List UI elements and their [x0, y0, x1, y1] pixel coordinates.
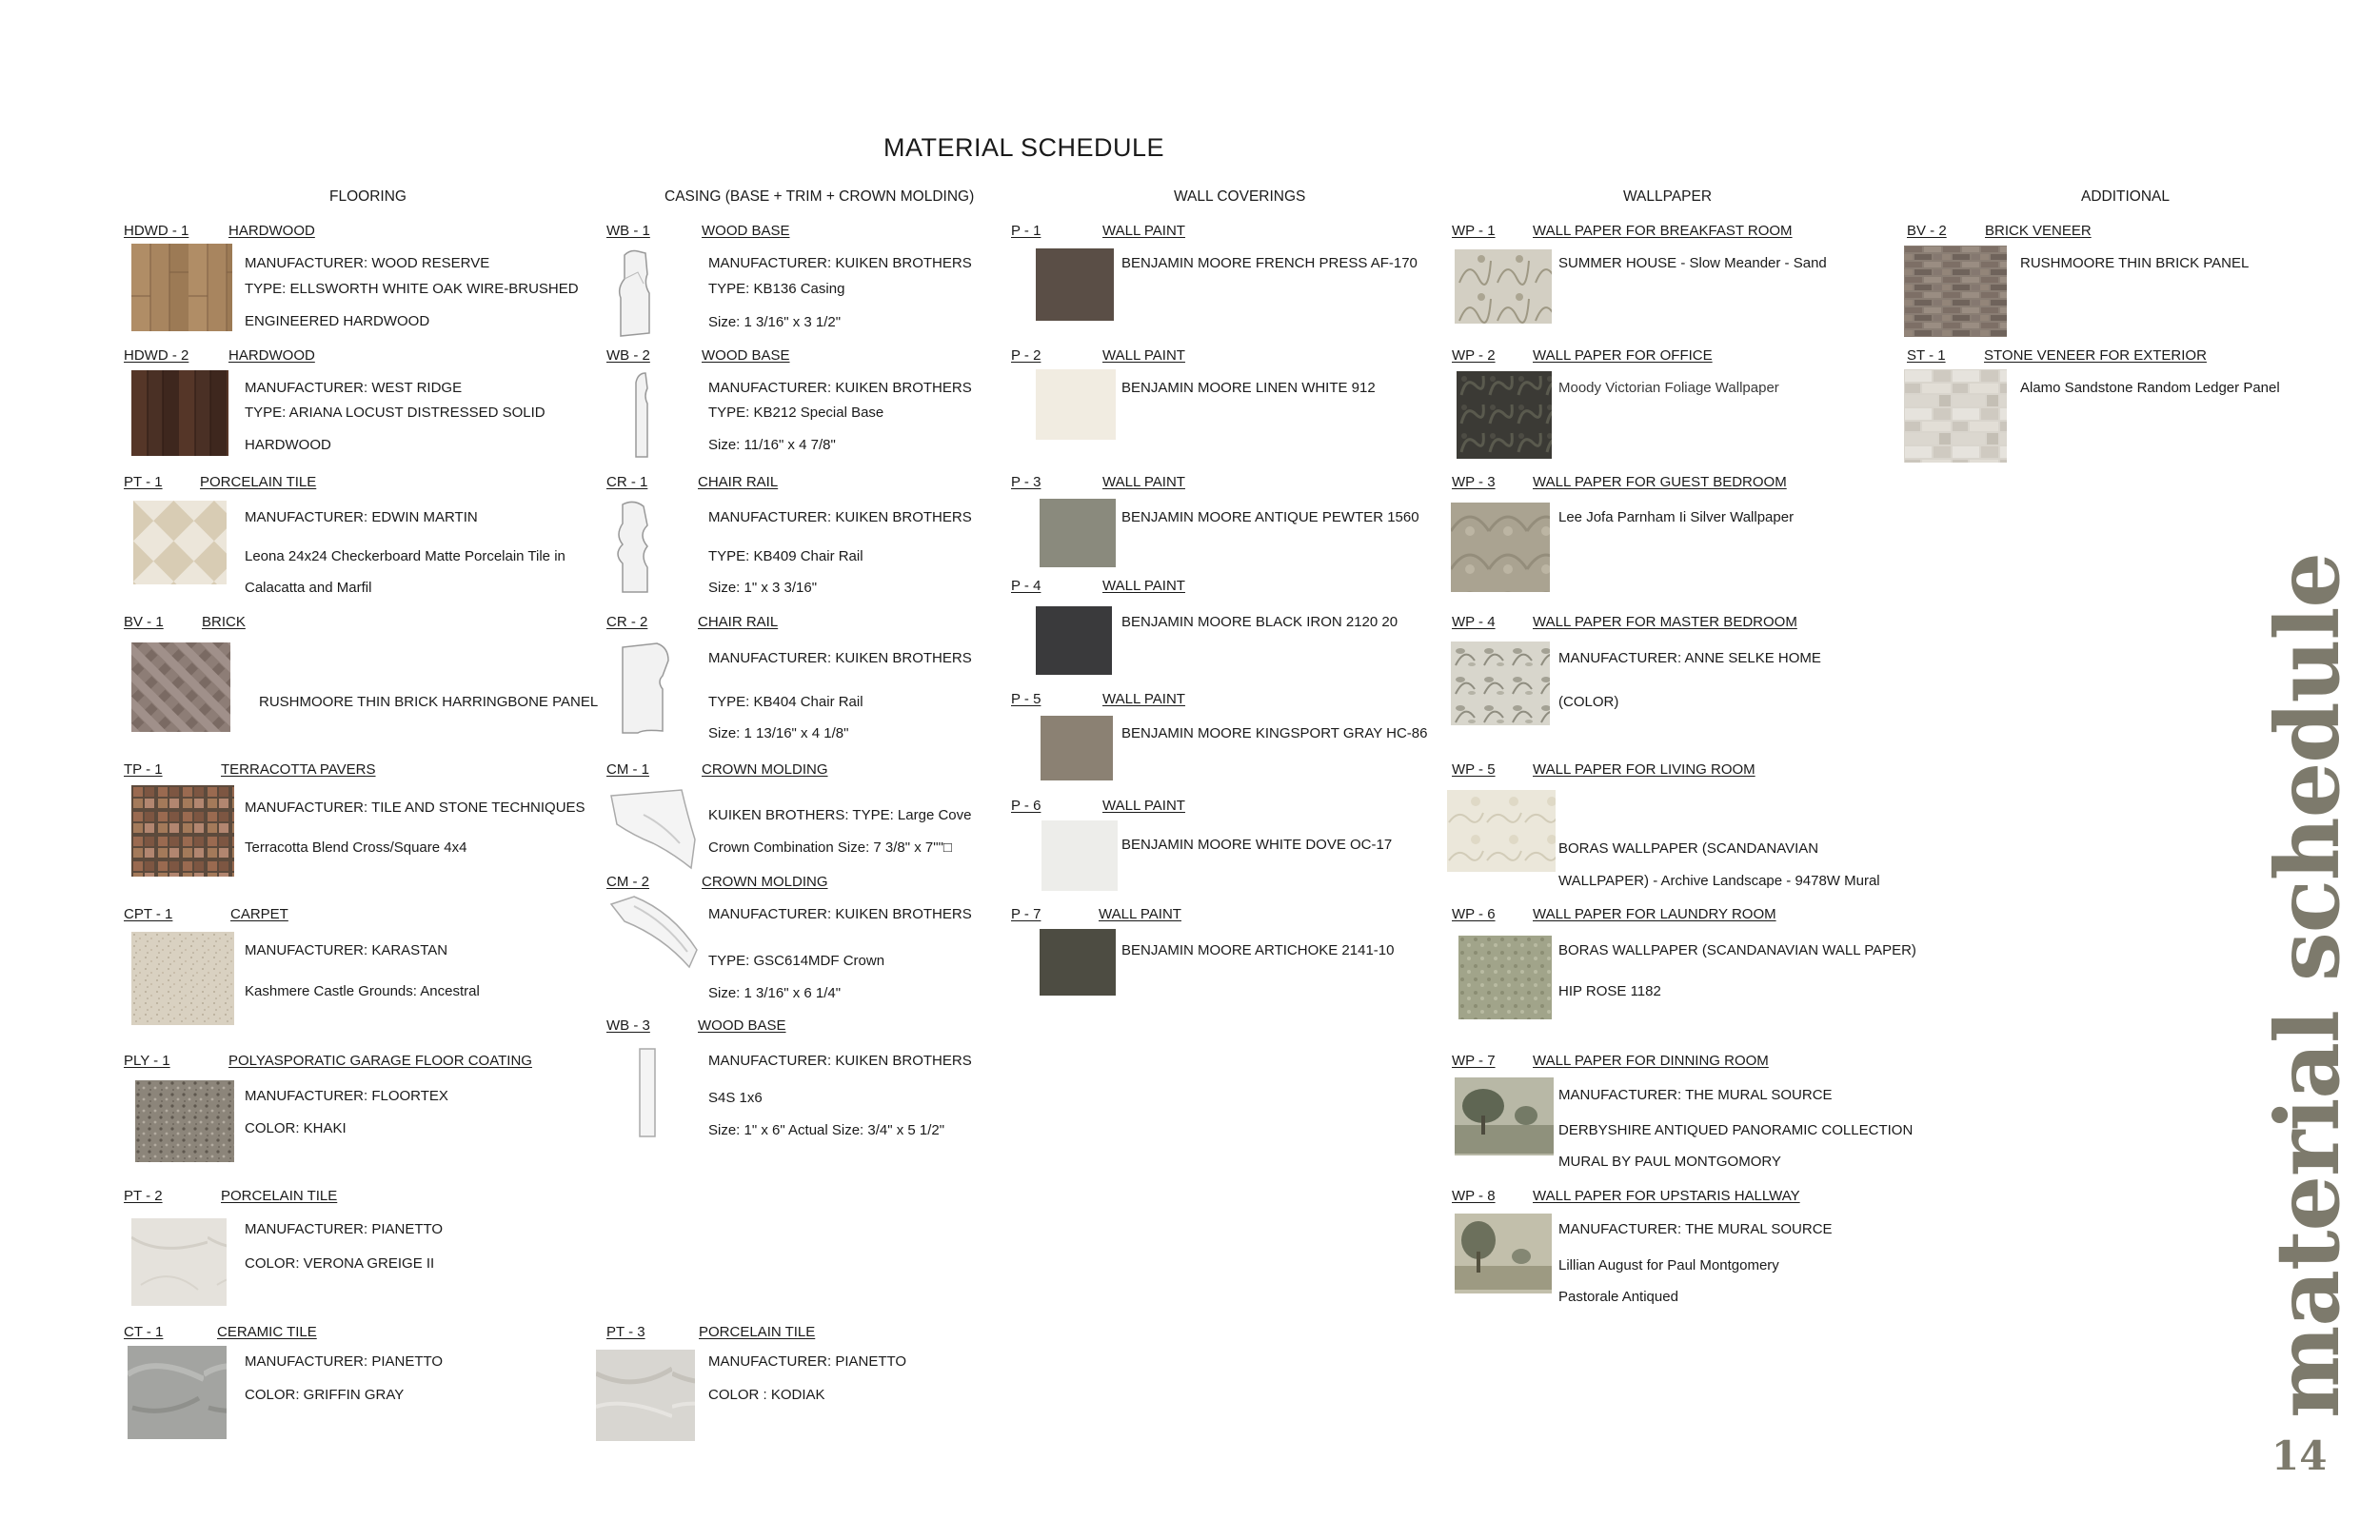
- spec-line: BORAS WALLPAPER (SCANDANAVIAN WALL PAPER): [1558, 942, 1916, 958]
- paint-swatch: [1040, 929, 1116, 996]
- material-code: HDWD - 1: [124, 223, 189, 239]
- spec-line: MANUFACTURER: KUIKEN BROTHERS: [708, 906, 972, 922]
- material-code: WB - 2: [606, 347, 650, 364]
- casing-profile-icon: [609, 246, 666, 341]
- spec-line: Lee Jofa Parnham Ii Silver Wallpaper: [1558, 509, 1795, 525]
- material-name: BRICK VENEER: [1985, 223, 2092, 239]
- hardwood-swatch: [131, 370, 228, 456]
- chair-rail-profile-icon: [609, 497, 666, 598]
- page-number: 14: [2271, 1432, 2328, 1479]
- ceramic-tile-swatch: [128, 1346, 227, 1439]
- material-name: WALL PAPER FOR MASTER BEDROOM: [1533, 614, 1797, 630]
- spec-line: MANUFACTURER: PIANETTO: [245, 1353, 444, 1370]
- column-heading-casing: CASING (BASE + TRIM + CROWN MOLDING): [664, 188, 975, 205]
- material-code: BV - 1: [124, 614, 164, 630]
- column-heading-flooring: FLOORING: [329, 188, 407, 205]
- carpet-swatch: [131, 932, 234, 1025]
- paint-swatch: [1036, 248, 1114, 321]
- material-code: CR - 2: [606, 614, 648, 630]
- material-name: PORCELAIN TILE: [221, 1188, 338, 1204]
- material-name: CROWN MOLDING: [702, 874, 828, 890]
- spec-line: (COLOR): [1558, 694, 1619, 710]
- spec-line: TYPE: KB404 Chair Rail: [708, 694, 863, 710]
- column-heading-wallpaper: WALLPAPER: [1623, 188, 1713, 205]
- herringbone-brick-swatch: [131, 642, 230, 732]
- material-code: P - 4: [1011, 578, 1041, 594]
- checkerboard-tile-swatch: [133, 501, 227, 584]
- material-code: WP - 8: [1452, 1188, 1496, 1204]
- material-name: WALL PAINT: [1102, 798, 1185, 814]
- material-code: P - 1: [1011, 223, 1041, 239]
- chair-rail-profile-icon: [609, 638, 682, 739]
- porcelain-tile-swatch: [596, 1350, 695, 1441]
- material-code: CT - 1: [124, 1324, 164, 1340]
- side-section-title: material schedule: [2256, 553, 2359, 1418]
- spec-line: WALLPAPER) - Archive Landscape - 9478W Mural: [1558, 873, 1880, 889]
- spec-line: Terracotta Blend Cross/Square 4x4: [245, 839, 467, 856]
- spec-line: MANUFACTURER: FLOORTEX: [245, 1088, 448, 1104]
- material-code: WP - 6: [1452, 906, 1496, 922]
- spec-line: MANUFACTURER: KUIKEN BROTHERS: [708, 509, 972, 525]
- material-code: PLY - 1: [124, 1053, 170, 1069]
- spec-line: Calacatta and Marfil: [245, 580, 372, 596]
- material-code: CM - 1: [606, 761, 649, 778]
- material-code: WB - 3: [606, 1017, 650, 1034]
- material-code: PT - 2: [124, 1188, 163, 1204]
- material-name: CERAMIC TILE: [217, 1324, 317, 1340]
- spec-line: TYPE: GSC614MDF Crown: [708, 953, 885, 969]
- paint-swatch: [1041, 820, 1118, 891]
- material-code: P - 3: [1011, 474, 1041, 490]
- material-name: WALL PAINT: [1102, 578, 1185, 594]
- material-code: WP - 1: [1452, 223, 1496, 239]
- spec-line: MURAL BY PAUL MONTGOMORY: [1558, 1154, 1781, 1170]
- spec-line: COLOR: VERONA GREIGE II: [245, 1255, 435, 1272]
- material-name: PORCELAIN TILE: [200, 474, 317, 490]
- hardwood-swatch: [131, 244, 232, 331]
- spec-line: TYPE: ELLSWORTH WHITE OAK WIRE-BRUSHED: [245, 281, 579, 297]
- spec-line: Leona 24x24 Checkerboard Matte Porcelain Tile in: [245, 548, 565, 564]
- spec-line: MANUFACTURER: ANNE SELKE HOME: [1558, 650, 1821, 666]
- material-code: WB - 1: [606, 223, 650, 239]
- wallpaper-swatch: [1447, 790, 1556, 872]
- material-code: PT - 3: [606, 1324, 645, 1340]
- spec-line: MANUFACTURER: THE MURAL SOURCE: [1558, 1221, 1833, 1237]
- spec-line: COLOR: KHAKI: [245, 1120, 347, 1136]
- page-title: MATERIAL SCHEDULE: [883, 133, 1165, 162]
- material-name: HARDWOOD: [228, 223, 315, 239]
- mural-swatch: [1455, 1077, 1554, 1155]
- material-name: WALL PAPER FOR DINNING ROOM: [1533, 1053, 1769, 1069]
- material-code: WP - 2: [1452, 347, 1496, 364]
- brick-veneer-swatch: [1904, 246, 2007, 337]
- material-code: P - 5: [1011, 691, 1041, 707]
- material-name: WALL PAPER FOR LAUNDRY ROOM: [1533, 906, 1776, 922]
- spec-line: MANUFACTURER: THE MURAL SOURCE: [1558, 1087, 1833, 1103]
- wallpaper-swatch: [1455, 249, 1552, 324]
- spec-line: Alamo Sandstone Random Ledger Panel: [2020, 380, 2280, 396]
- spec-line: BENJAMIN MOORE WHITE DOVE OC-17: [1121, 837, 1393, 853]
- spec-line: S4S 1x6: [708, 1090, 763, 1106]
- material-name: WOOD BASE: [698, 1017, 786, 1034]
- spec-line: DERBYSHIRE ANTIQUED PANORAMIC COLLECTION: [1558, 1122, 1914, 1138]
- spec-line: HARDWOOD: [245, 437, 331, 453]
- paint-swatch: [1041, 716, 1113, 780]
- spec-line: BENJAMIN MOORE FRENCH PRESS AF-170: [1121, 255, 1418, 271]
- material-name: POLYASPORATIC GARAGE FLOOR COATING: [228, 1053, 532, 1069]
- spec-line: SUMMER HOUSE - Slow Meander - Sand: [1558, 255, 1827, 271]
- material-code: WP - 7: [1452, 1053, 1496, 1069]
- material-name: WALL PAINT: [1102, 223, 1185, 239]
- spec-line: Size: 1" x 3 3/16": [708, 580, 818, 596]
- material-name: CROWN MOLDING: [702, 761, 828, 778]
- material-code: CM - 2: [606, 874, 649, 890]
- spec-line: ENGINEERED HARDWOOD: [245, 313, 430, 329]
- spec-line: Size: 1" x 6" Actual Size: 3/4" x 5 1/2": [708, 1122, 945, 1138]
- spec-line: BENJAMIN MOORE BLACK IRON 2120 20: [1121, 614, 1398, 630]
- wallpaper-swatch: [1458, 936, 1552, 1019]
- crown-molding-profile-icon: [605, 786, 704, 872]
- material-code: HDWD - 2: [124, 347, 189, 364]
- spec-line: RUSHMOORE THIN BRICK HARRINGBONE PANEL: [259, 694, 599, 710]
- garage-coating-swatch: [135, 1080, 234, 1162]
- material-name: WALL PAINT: [1102, 691, 1185, 707]
- material-name: CHAIR RAIL: [698, 614, 779, 630]
- spec-line: MANUFACTURER: KUIKEN BROTHERS: [708, 255, 972, 271]
- material-code: WP - 5: [1452, 761, 1496, 778]
- spec-line: Size: 1 13/16" x 4 1/8": [708, 725, 849, 741]
- material-code: P - 6: [1011, 798, 1041, 814]
- spec-line: Lillian August for Paul Montgomery: [1558, 1257, 1779, 1273]
- material-name: WOOD BASE: [702, 347, 790, 364]
- material-name: WALL PAPER FOR BREAKFAST ROOM: [1533, 223, 1793, 239]
- wallpaper-swatch: [1451, 503, 1550, 592]
- base-profile-icon: [628, 369, 657, 461]
- paint-swatch: [1040, 499, 1116, 567]
- material-code: CPT - 1: [124, 906, 173, 922]
- column-heading-wall-coverings: WALL COVERINGS: [1174, 188, 1306, 205]
- spec-line: Moody Victorian Foliage Wallpaper: [1558, 380, 1779, 396]
- material-name: WOOD BASE: [702, 223, 790, 239]
- spec-line: MANUFACTURER: PIANETTO: [708, 1353, 907, 1370]
- material-name: CHAIR RAIL: [698, 474, 779, 490]
- material-name: HARDWOOD: [228, 347, 315, 364]
- material-name: BRICK: [202, 614, 246, 630]
- paint-swatch: [1036, 369, 1116, 440]
- spec-line: Crown Combination Size: 7 3/8" x 7""□: [708, 839, 952, 856]
- spec-line: MANUFACTURER: KUIKEN BROTHERS: [708, 380, 972, 396]
- material-name: CARPET: [230, 906, 288, 922]
- mural-swatch: [1455, 1214, 1552, 1293]
- spec-line: BENJAMIN MOORE ANTIQUE PEWTER 1560: [1121, 509, 1419, 525]
- porcelain-tile-swatch: [131, 1218, 227, 1306]
- material-name: WALL PAINT: [1102, 347, 1185, 364]
- material-name: WALL PAPER FOR UPSTARIS HALLWAY: [1533, 1188, 1800, 1204]
- spec-line: COLOR : KODIAK: [708, 1387, 825, 1403]
- material-name: WALL PAINT: [1102, 474, 1185, 490]
- spec-line: TYPE: KB212 Special Base: [708, 405, 884, 421]
- column-heading-additional: ADDITIONAL: [2081, 188, 2171, 205]
- spec-line: MANUFACTURER: KUIKEN BROTHERS: [708, 1053, 972, 1069]
- material-code: CR - 1: [606, 474, 648, 490]
- stone-veneer-swatch: [1904, 369, 2007, 463]
- spec-line: MANUFACTURER: WEST RIDGE: [245, 380, 463, 396]
- spec-line: MANUFACTURER: PIANETTO: [245, 1221, 444, 1237]
- material-code: WP - 4: [1452, 614, 1496, 630]
- spec-line: BENJAMIN MOORE LINEN WHITE 912: [1121, 380, 1376, 396]
- spec-line: Size: 1 3/16" x 3 1/2": [708, 314, 842, 330]
- spec-line: COLOR: GRIFFIN GRAY: [245, 1387, 405, 1403]
- spec-line: MANUFACTURER: WOOD RESERVE: [245, 255, 490, 271]
- spec-line: MANUFACTURER: KARASTAN: [245, 942, 448, 958]
- spec-line: Pastorale Antiqued: [1558, 1289, 1678, 1305]
- spec-line: TYPE: KB409 Chair Rail: [708, 548, 863, 564]
- spec-line: TYPE: KB136 Casing: [708, 281, 845, 297]
- material-name: STONE VENEER FOR EXTERIOR: [1984, 347, 2207, 364]
- base-profile-icon: [634, 1045, 663, 1140]
- spec-line: MANUFACTURER: TILE AND STONE TECHNIQUES: [245, 800, 585, 816]
- material-name: TERRACOTTA PAVERS: [221, 761, 376, 778]
- spec-line: RUSHMOORE THIN BRICK PANEL: [2020, 255, 2250, 271]
- spec-line: Size: 11/16" x 4 7/8": [708, 437, 836, 453]
- spec-line: TYPE: ARIANA LOCUST DISTRESSED SOLID: [245, 405, 545, 421]
- paint-swatch: [1036, 606, 1112, 675]
- spec-line: MANUFACTURER: KUIKEN BROTHERS: [708, 650, 972, 666]
- material-name: WALL PAPER FOR LIVING ROOM: [1533, 761, 1755, 778]
- material-code: P - 2: [1011, 347, 1041, 364]
- spec-line: MANUFACTURER: EDWIN MARTIN: [245, 509, 478, 525]
- material-name: PORCELAIN TILE: [699, 1324, 816, 1340]
- material-code: P - 7: [1011, 906, 1041, 922]
- spec-line: BORAS WALLPAPER (SCANDANAVIAN: [1558, 840, 1819, 857]
- crown-molding-profile-icon: [605, 893, 704, 971]
- spec-line: HIP ROSE 1182: [1558, 983, 1661, 999]
- spec-line: BENJAMIN MOORE ARTICHOKE 2141-10: [1121, 942, 1395, 958]
- material-code: BV - 2: [1907, 223, 1947, 239]
- material-code: PT - 1: [124, 474, 163, 490]
- spec-line: Kashmere Castle Grounds: Ancestral: [245, 983, 480, 999]
- material-code: WP - 3: [1452, 474, 1496, 490]
- material-name: WALL PAPER FOR GUEST BEDROOM: [1533, 474, 1787, 490]
- spec-line: Size: 1 3/16" x 6 1/4": [708, 985, 842, 1001]
- material-code: TP - 1: [124, 761, 163, 778]
- material-name: WALL PAPER FOR OFFICE: [1533, 347, 1713, 364]
- terracotta-swatch: [131, 785, 234, 877]
- material-name: WALL PAINT: [1099, 906, 1181, 922]
- spec-line: BENJAMIN MOORE KINGSPORT GRAY HC-86: [1121, 725, 1428, 741]
- spec-line: KUIKEN BROTHERS: TYPE: Large Cove: [708, 807, 972, 823]
- material-code: ST - 1: [1907, 347, 1946, 364]
- wallpaper-swatch: [1457, 371, 1552, 459]
- wallpaper-swatch: [1451, 642, 1550, 725]
